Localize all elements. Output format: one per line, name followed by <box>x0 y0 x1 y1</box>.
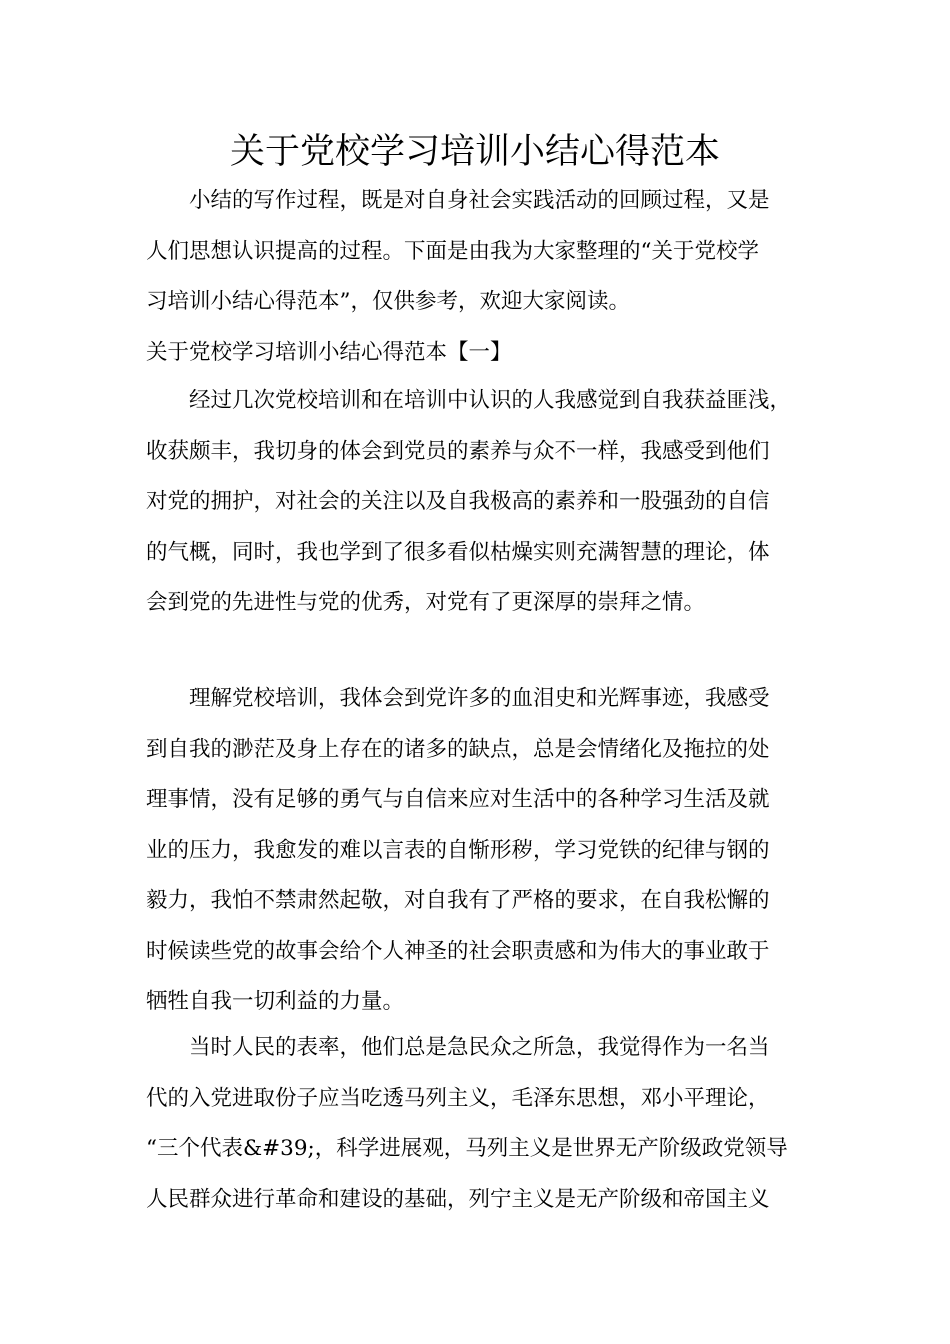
para1-line-4: 的气概，同时，我也学到了很多看似枯燥实则充满智慧的理论，体 <box>146 539 770 565</box>
paragraph-3 <box>146 1023 812 1225</box>
paragraph-2 <box>146 674 812 1028</box>
para3-line-2: 代的入党进取份子应当吃透马列主义，毛泽东思想，邓小平理论， <box>146 1085 770 1111</box>
para1-line-5: 会到党的先进性与党的优秀，对党有了更深厚的崇拜之情。 <box>146 590 706 615</box>
para2-line-3: 理事情，没有足够的勇气与自信来应对生活中的各种学习生活及就 <box>146 787 770 812</box>
para1-line-2: 收获颇丰，我切身的体会到党员的素养与众不一样，我感受到他们 <box>146 438 770 464</box>
para2-line-6: 时候读些党的故事会给个人神圣的社会职责感和为伟大的事业敢于 <box>146 938 770 964</box>
para2-line-2: 到自我的渺茫及身上存在的诸多的缺点，总是会情绪化及拖拉的处 <box>146 736 770 762</box>
intro-line-3: 习培训小结心得范本”，仅供参考，欢迎大家阅读。 <box>146 289 630 314</box>
document-title: 关于党校学习培训小结心得范本 <box>229 132 720 172</box>
intro-paragraph <box>146 176 812 328</box>
para1-line-3: 对党的拥护，对社会的关注以及自我极高的素养和一股强劲的自信 <box>146 489 770 514</box>
paragraph-1 <box>146 376 812 629</box>
para2-line-4: 业的压力，我愈发的难以言表的自惭形秽，学习党铁的纪律与钢的 <box>146 837 770 863</box>
para2-line-5: 毅力，我怕不禁肃然起敬，对自我有了严格的要求，在自我松懈的 <box>146 888 770 913</box>
para2-line-7: 牺牲自我一切利益的力量。 <box>146 989 405 1014</box>
para3-line-4: 人民群众进行革命和建设的基础，列宁主义是无产阶级和帝国主义 <box>146 1186 770 1212</box>
para1-line-1: 经过几次党校培训和在培训中认识的人我感觉到自我获益匪浅， <box>189 388 792 413</box>
para3-line-1: 当时人民的表率，他们总是急民众之所急，我觉得作为一名当 <box>189 1035 770 1060</box>
section-heading: 关于党校学习培训小结心得范本【一】 <box>146 340 512 365</box>
para2-line-1: 理解党校培训，我体会到党许多的血泪史和光辉事迹，我感受 <box>189 686 770 711</box>
intro-line-2: 人们思想认识提高的过程。下面是由我为大家整理的“关于党校学 <box>146 238 759 264</box>
intro-line-1: 小结的写作过程，既是对自身社会实践活动的回顾过程，又是 <box>189 188 770 213</box>
para3-line-3: “三个代表&#39;，科学进展观，马列主义是世界无产阶级政党领导 <box>146 1136 788 1161</box>
